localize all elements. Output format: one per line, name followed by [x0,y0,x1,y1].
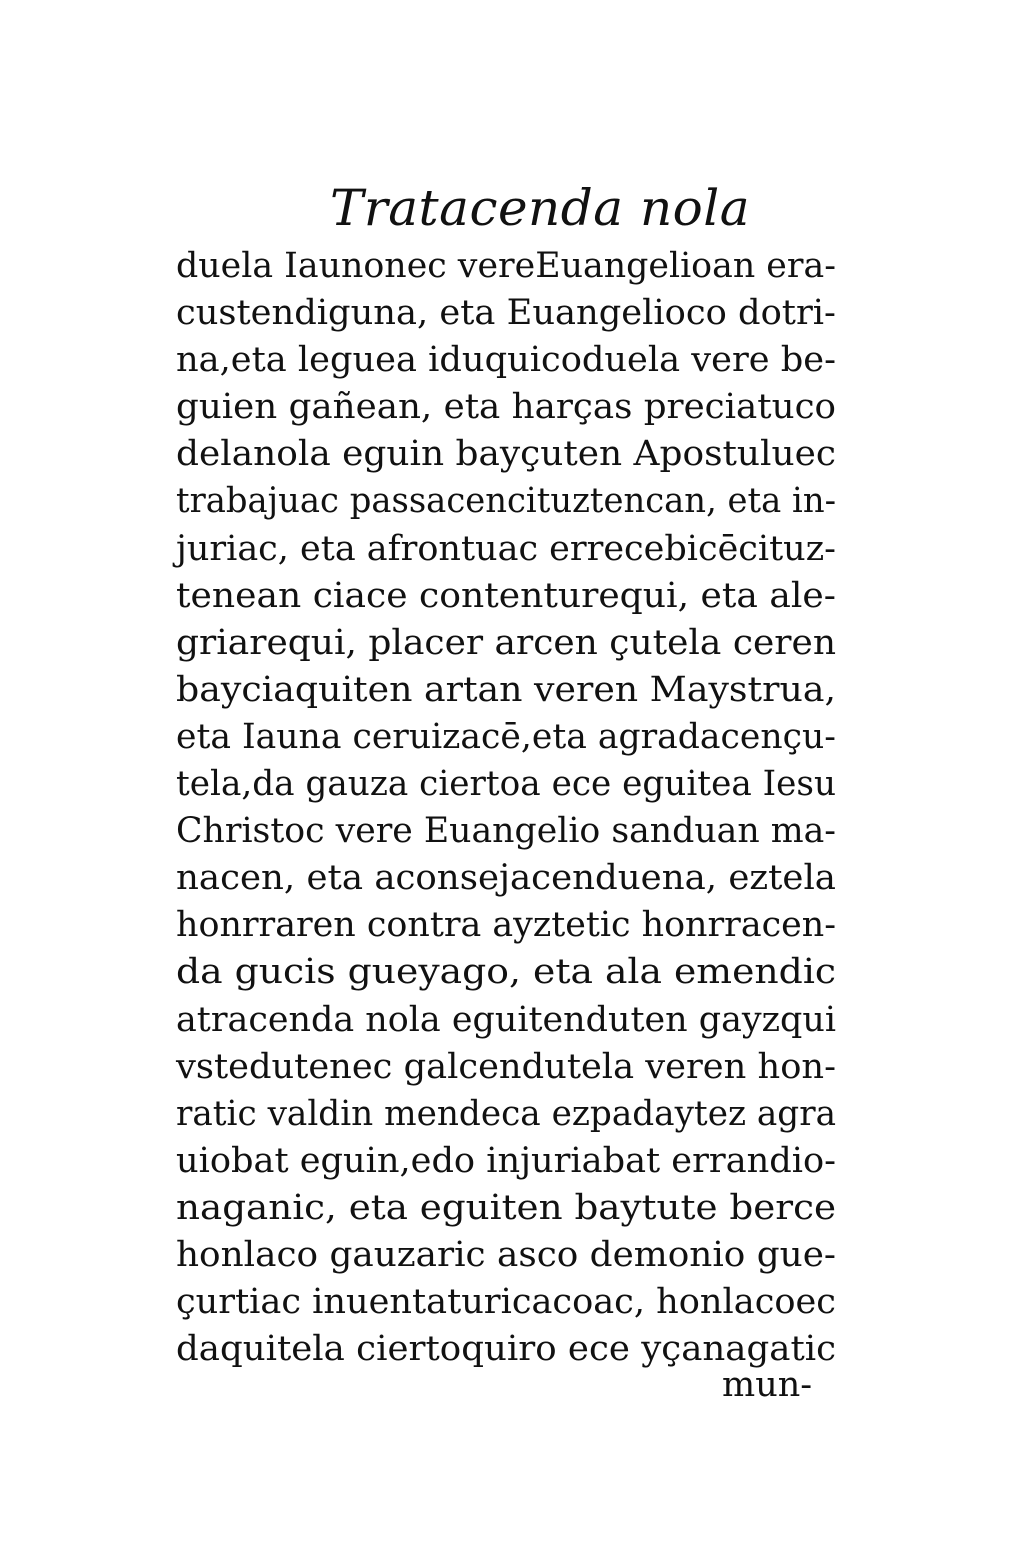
body-text [176,243,836,1373]
text-line-15: honrraren contra ayztetic honrracen- [176,905,837,946]
text-line-8: tenean ciace contenturequi, eta ale- [176,575,836,616]
text-line-4: guien gañean, eta harças preciatuco [176,387,837,428]
text-line-10: bayciaquiten artan veren Maystrua, [176,669,836,710]
text-line-9: griarequi, placer arcen çutela ceren [176,622,837,663]
catchword: mun- [722,1365,813,1405]
text-line-22: honlaco gauzaric asco demonio gue- [176,1234,836,1275]
text-line-20: uiobat eguin,edo injuriabat errandio- [176,1140,837,1181]
text-line-12: tela,da gauza ciertoa ece eguitea Iesu [176,764,837,805]
text-line-7: juriac, eta afrontuac errecebicēcituz- [176,528,836,569]
text-line-13: Christoc vere Euangelio sanduan ma- [176,811,837,852]
text-line-2: custendiguna, eta Euangelioco dotri- [176,293,836,334]
text-line-16: da gucis gueyago, eta ala emendic [176,952,837,993]
text-line-17: atracenda nola eguitenduten gayzqui [176,999,836,1040]
text-line-5: delanola eguin bayçuten Apostuluec [176,434,836,475]
text-line-18: vstedutenec galcendutela veren hon- [176,1046,836,1087]
running-head: Tratacenda nola [330,179,751,237]
text-line-1: duela Iaunonec vereEuangelioan era- [176,246,836,286]
text-line-24: daquitela ciertoquiro ece yçanagatic [176,1329,837,1370]
text-line-3: na,eta leguea iduquicoduela vere be- [176,340,837,381]
text-line-14: nacen, eta aconsejacenduena, eztela [176,858,837,899]
text-line-23: çurtiac inuentaturicacoac, honlacoec [176,1282,836,1323]
text-line-11: eta Iauna ceruizacē,eta agradacençu- [176,716,836,757]
text-line-6: trabajuac passacencituztencan, eta in- [176,481,837,522]
text-line-19: ratic valdin mendeca ezpadaytez agra [176,1093,837,1134]
text-line-21: naganic, eta eguiten baytute berce [176,1187,836,1228]
